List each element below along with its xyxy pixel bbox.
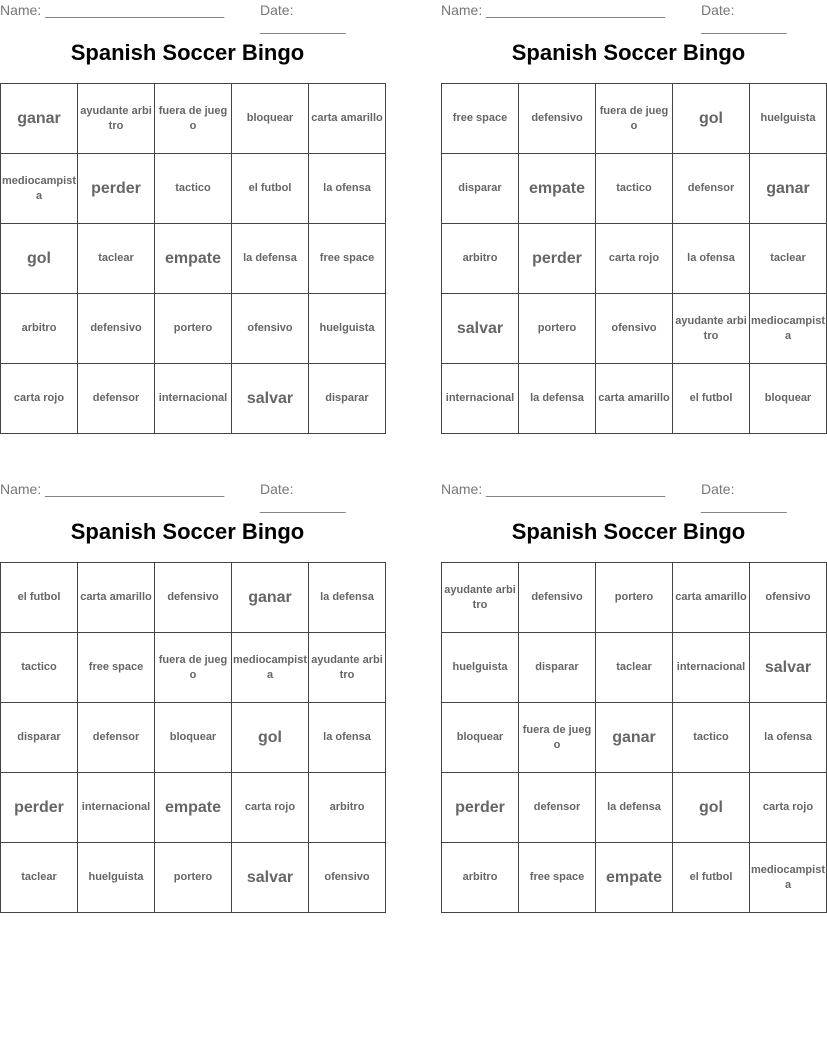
- name-field: Name: _______________________: [0, 481, 225, 497]
- bingo-cell[interactable]: portero: [155, 843, 232, 913]
- grid-row: [1, 294, 386, 364]
- bingo-cell[interactable]: disparar: [442, 154, 519, 224]
- bingo-cell[interactable]: la defensa: [519, 364, 596, 434]
- grid-row: [442, 154, 827, 224]
- bingo-grid: [0, 562, 386, 913]
- bingo-card-3: [0, 479, 383, 919]
- bingo-cell[interactable]: mediocampista: [750, 843, 827, 913]
- bingo-cell[interactable]: salvar: [232, 843, 309, 913]
- bingo-cell[interactable]: tactico: [1, 633, 78, 703]
- bingo-card-2: [441, 0, 825, 440]
- bingo-cell[interactable]: la ofensa: [309, 154, 386, 224]
- bingo-cell[interactable]: gol: [1, 224, 78, 294]
- bingo-cell[interactable]: ganar: [232, 563, 309, 633]
- bingo-cell[interactable]: free space: [442, 84, 519, 154]
- name-date-line: [441, 2, 816, 34]
- bingo-card-4: [441, 479, 825, 919]
- grid-row: [442, 773, 827, 843]
- grid-row: [442, 294, 827, 364]
- card-title: Spanish Soccer Bingo: [511, 519, 746, 544]
- grid-row: [1, 154, 386, 224]
- bingo-cell[interactable]: bloquear: [442, 703, 519, 773]
- bingo-cell[interactable]: tactico: [596, 154, 673, 224]
- name-field: Name: _______________________: [0, 2, 225, 18]
- bingo-cell[interactable]: ayudante arbitro: [673, 294, 750, 364]
- bingo-cell[interactable]: tactico: [155, 154, 232, 224]
- grid-row: [442, 364, 827, 434]
- grid-row: [442, 563, 827, 633]
- bingo-cell[interactable]: perder: [1, 773, 78, 843]
- bingo-cell[interactable]: carta amarillo: [309, 84, 386, 154]
- bingo-cell[interactable]: el futbol: [673, 843, 750, 913]
- bingo-cell[interactable]: gol: [232, 703, 309, 773]
- bingo-cell[interactable]: taclear: [596, 633, 673, 703]
- bingo-cell[interactable]: la ofensa: [673, 224, 750, 294]
- bingo-cell[interactable]: la defensa: [596, 773, 673, 843]
- bingo-cell[interactable]: carta rojo: [1, 364, 78, 434]
- bingo-cell[interactable]: defensor: [78, 364, 155, 434]
- card-title: Spanish Soccer Bingo: [511, 40, 746, 65]
- bingo-cell[interactable]: fuera de juego: [519, 703, 596, 773]
- bingo-cell[interactable]: huelguista: [309, 294, 386, 364]
- bingo-cell[interactable]: el futbol: [673, 364, 750, 434]
- bingo-cell[interactable]: empate: [596, 843, 673, 913]
- bingo-cell[interactable]: ganar: [750, 154, 827, 224]
- bingo-cell[interactable]: perder: [442, 773, 519, 843]
- bingo-cell[interactable]: taclear: [750, 224, 827, 294]
- grid-row: [442, 633, 827, 703]
- bingo-cell[interactable]: internacional: [442, 364, 519, 434]
- bingo-cell[interactable]: defensivo: [519, 563, 596, 633]
- bingo-cell[interactable]: fuera de juego: [155, 633, 232, 703]
- name-field: Name: _______________________: [441, 2, 666, 18]
- bingo-cell[interactable]: arbitro: [442, 224, 519, 294]
- bingo-cell[interactable]: defensivo: [78, 294, 155, 364]
- bingo-cell[interactable]: ganar: [1, 84, 78, 154]
- bingo-cell[interactable]: ofensivo: [309, 843, 386, 913]
- bingo-cell[interactable]: la defensa: [309, 563, 386, 633]
- bingo-cell[interactable]: perder: [519, 224, 596, 294]
- bingo-cell[interactable]: ofensivo: [596, 294, 673, 364]
- bingo-cell[interactable]: bloquear: [155, 703, 232, 773]
- bingo-cell[interactable]: mediocampista: [232, 633, 309, 703]
- name-field: Name: _______________________: [441, 481, 666, 497]
- grid-row: [1, 843, 386, 913]
- grid-row: [1, 84, 386, 154]
- bingo-cell[interactable]: la defensa: [232, 224, 309, 294]
- bingo-cell[interactable]: carta amarillo: [596, 364, 673, 434]
- bingo-cell[interactable]: defensivo: [155, 563, 232, 633]
- date-field: Date: ___________: [701, 2, 787, 34]
- bingo-cell[interactable]: carta amarillo: [673, 563, 750, 633]
- bingo-cell[interactable]: fuera de juego: [596, 84, 673, 154]
- bingo-cell[interactable]: gol: [673, 773, 750, 843]
- bingo-cell[interactable]: internacional: [673, 633, 750, 703]
- bingo-cell[interactable]: defensor: [673, 154, 750, 224]
- bingo-cell[interactable]: defensor: [78, 703, 155, 773]
- grid-row: [442, 84, 827, 154]
- bingo-cell[interactable]: huelguista: [442, 633, 519, 703]
- bingo-cell[interactable]: mediocampista: [1, 154, 78, 224]
- bingo-cell[interactable]: disparar: [519, 633, 596, 703]
- bingo-cell[interactable]: gol: [673, 84, 750, 154]
- bingo-cell[interactable]: internacional: [155, 364, 232, 434]
- bingo-cell[interactable]: la ofensa: [750, 703, 827, 773]
- bingo-cell[interactable]: ayudante arbitro: [442, 563, 519, 633]
- bingo-grid: [0, 83, 386, 434]
- bingo-cell[interactable]: ofensivo: [750, 563, 827, 633]
- bingo-cell[interactable]: huelguista: [78, 843, 155, 913]
- bingo-cell[interactable]: salvar: [750, 633, 827, 703]
- bingo-card-1: [0, 0, 383, 440]
- date-field: Date: ___________: [260, 481, 346, 513]
- bingo-cell[interactable]: huelguista: [750, 84, 827, 154]
- grid-row: [1, 633, 386, 703]
- bingo-cell[interactable]: fuera de juego: [155, 84, 232, 154]
- bingo-cell[interactable]: portero: [155, 294, 232, 364]
- bingo-cell[interactable]: carta rojo: [232, 773, 309, 843]
- bingo-cell[interactable]: salvar: [442, 294, 519, 364]
- bingo-cell[interactable]: bloquear: [750, 364, 827, 434]
- bingo-cell[interactable]: defensor: [519, 773, 596, 843]
- bingo-cell[interactable]: tactico: [673, 703, 750, 773]
- grid-row: [442, 224, 827, 294]
- bingo-cell[interactable]: salvar: [232, 364, 309, 434]
- bingo-cell[interactable]: arbitro: [1, 294, 78, 364]
- bingo-cell[interactable]: carta rojo: [750, 773, 827, 843]
- bingo-cell[interactable]: portero: [519, 294, 596, 364]
- bingo-cell[interactable]: ayudante arbitro: [309, 633, 386, 703]
- date-field: Date: ___________: [260, 2, 346, 34]
- bingo-cell[interactable]: empate: [519, 154, 596, 224]
- name-date-line: [0, 481, 375, 513]
- bingo-cell[interactable]: free space: [78, 633, 155, 703]
- grid-row: [1, 224, 386, 294]
- card-title: Spanish Soccer Bingo: [70, 40, 305, 65]
- bingo-cell[interactable]: disparar: [309, 364, 386, 434]
- grid-row: [442, 703, 827, 773]
- bingo-cell[interactable]: free space: [309, 224, 386, 294]
- bingo-cell[interactable]: defensivo: [519, 84, 596, 154]
- bingo-cell[interactable]: carta rojo: [596, 224, 673, 294]
- name-date-line: [441, 481, 816, 513]
- bingo-cell[interactable]: bloquear: [232, 84, 309, 154]
- bingo-cell[interactable]: arbitro: [309, 773, 386, 843]
- bingo-cell[interactable]: portero: [596, 563, 673, 633]
- bingo-cell[interactable]: carta amarillo: [78, 563, 155, 633]
- bingo-cell[interactable]: internacional: [78, 773, 155, 843]
- bingo-cell[interactable]: disparar: [1, 703, 78, 773]
- bingo-cell[interactable]: la ofensa: [309, 703, 386, 773]
- date-field: Date: ___________: [701, 481, 787, 513]
- bingo-cell[interactable]: empate: [155, 224, 232, 294]
- bingo-grid: [441, 83, 827, 434]
- grid-row: [1, 364, 386, 434]
- bingo-cell[interactable]: mediocampista: [750, 294, 827, 364]
- card-title: Spanish Soccer Bingo: [70, 519, 305, 544]
- bingo-cell[interactable]: ayudante arbitro: [78, 84, 155, 154]
- bingo-cell[interactable]: arbitro: [442, 843, 519, 913]
- bingo-cell[interactable]: ganar: [596, 703, 673, 773]
- bingo-cell[interactable]: free space: [519, 843, 596, 913]
- bingo-cell[interactable]: empate: [155, 773, 232, 843]
- name-date-line: [0, 2, 375, 34]
- grid-row: [1, 703, 386, 773]
- bingo-cell[interactable]: el futbol: [1, 563, 78, 633]
- bingo-cell[interactable]: taclear: [78, 224, 155, 294]
- grid-row: [1, 563, 386, 633]
- bingo-cell[interactable]: el futbol: [232, 154, 309, 224]
- grid-row: [1, 773, 386, 843]
- bingo-grid: [441, 562, 827, 913]
- bingo-cell[interactable]: taclear: [1, 843, 78, 913]
- bingo-cell[interactable]: ofensivo: [232, 294, 309, 364]
- bingo-cell[interactable]: perder: [78, 154, 155, 224]
- grid-row: [442, 843, 827, 913]
